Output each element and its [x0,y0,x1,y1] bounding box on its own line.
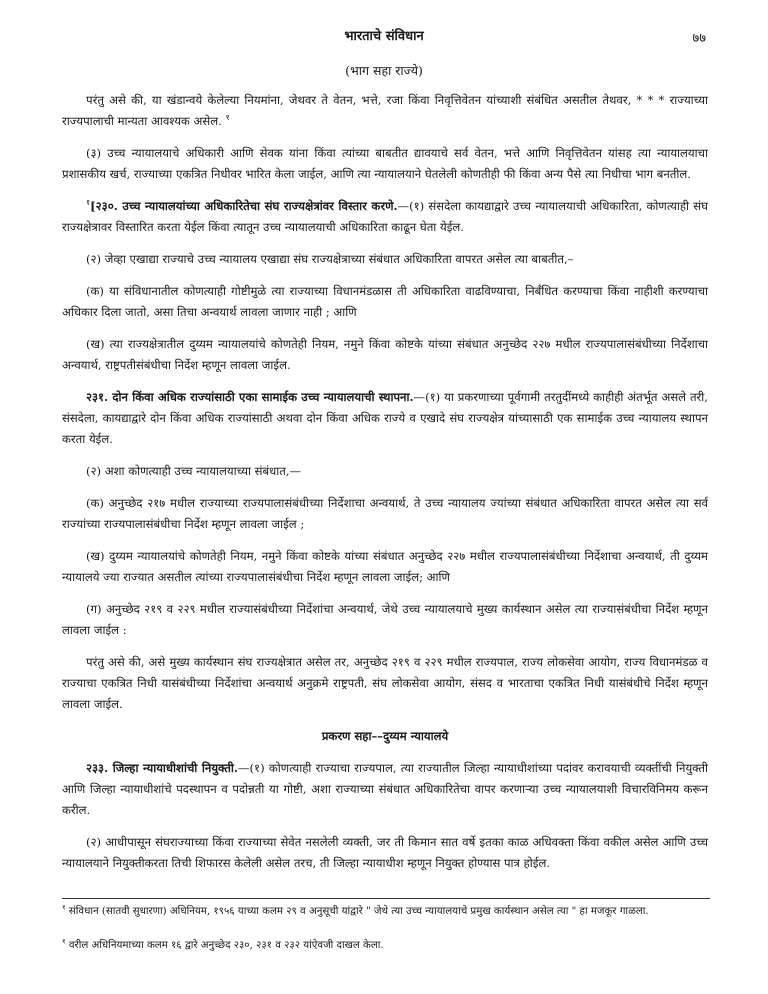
footnote-text: वरील अधिनियमाच्या कलम १६ द्वारे अनुच्छेद २३०, २३१ व २३२ यांऐवजी दाखल केला. [68,940,384,951]
article-231-heading: २३१. दोन किंवा अधिक राज्यांसाठी एका सामाईक उच्च न्यायालयाची स्थापना. [86,390,414,404]
paragraph-text: परंतु असे की, या खंडान्वये केलेल्या नियमांना, जेथवर ते वेतन, भत्ते, रजा किंवा निवृत्तिवेतन यांच्याशी संबंधित असतील तेथवर, * * * राज्याच्या राज्यपालाची मान्यता आवश्यक असेल. [62,93,708,128]
footnote-divider [62,898,710,899]
running-header-title: भारताचे संविधान [344,29,424,44]
part-label: (भाग सहा राज्ये) [345,63,423,78]
article-233 [62,758,708,821]
clause-3: (३) उच्च न्यायालयाचे अधिकारी आणि सेवक यांना किंवा त्यांच्या बाबतीत द्यावयाचे सर्व वेतन, भत्ते आणि निवृत्तिवेतन यांसह त्या न्यायालयाचा प्रशासकीय खर्च, राज्याच्या एकत्रित निधीवर भारित केला जाईल, आणि त्या न्यायालयाने घेतलेली कोणतीही फी किंवा अन्य पैसे त्या निधीचा भाग बनतील. [62,146,708,181]
article-230-subclause-a: (क) या संविधानातील कोणत्याही गोष्टीमुळे त्या राज्याच्या विधानमंडळास ती अधिकारिता वाढविण्याचा, निर्बंधित करण्याचा किंवा नाहीशी करण्याचा अधिकार दिला जातो, असा तिचा अन्वयार्थ लावला जाणार नाही ; आणि [62,284,708,319]
chapter-heading: प्रकरण सहा––दुय्यम न्यायालये [321,729,449,743]
article-231-subclause-b: (ख) दुय्यम न्यायालयांचे कोणतेही नियम, नमुने किंवा कोष्टके यांच्या संबंधात अनुच्छेद २२७ मधील राज्यपालासंबंधीच्या निर्देशाचा अन्वयार्थ, ती दुय्यम न्यायालये ज्या राज्यात असतील त्यांच्या राज्यपालासंबंधीचा निर्देश म्हणून लावला जाईल; आणि [62,549,708,584]
article-230 [62,196,708,238]
footnote-marker: १ [62,903,66,912]
footnote-1 [62,904,708,919]
footnote-marker: १ [225,113,230,123]
article-230-text: —(१) संसदेला कायद्याद्वारे उच्च न्यायालयाची अधिकारिता, कोणत्याही संघ राज्यक्षेत्रावर विस्तारित करता येईल किंवा त्यातून उच्च न्यायालयाची अधिकारिता काढून घेता येईल. [62,199,708,234]
article-230-subclause-b: (ख) त्या राज्यक्षेत्रातील दुय्यम न्यायालयांचे कोणतेही नियम, नमुने किंवा कोष्टके यांच्या संबंधात अनुच्छेद २२७ मधील राज्यपालासंबंधीच्या निर्देशाचा अन्वयार्थ, राष्ट्रपतीसंबंधीचा निर्देश म्हणून लावला जाईल. [62,337,708,372]
footnote-marker: १ [86,198,91,208]
body-text [62,90,708,885]
article-231-text: —(१) या प्रकरणाच्या पूर्वगामी तरतुदींमध्ये काहीही अंतर्भूत असले तरी, संसदेला, कायद्याद्वारे दोन किंवा अधिक राज्यांसाठी अथवा दोन किंवा अधिक राज्ये व एखादे संघ राज्यक्षेत्र यांच्यासाठी एक सामाईक उच्च न्यायालय स्थापन करता येईल. [62,390,708,446]
article-230-heading: [२३०. उच्च न्यायालयांच्या अधिकारितेचा संघ राज्यक्षेत्रांवर विस्तार करणे. [90,199,398,213]
article-230-clause-2: (२) जेव्हा एखाद्या राज्याचे उच्च न्यायालय एखाद्या संघ राज्यक्षेत्राच्या संबंधात अधिकारिता वापरत असेल त्या बाबतीत,– [86,252,574,266]
footnote-2 [62,938,708,953]
article-233-text: —(१) कोणत्याही राज्याचा राज्यपाल, त्या राज्यातील जिल्हा न्यायाधीशांच्या पदांवर करावयाची व्यक्तींची नियुक्ती आणि जिल्हा न्यायाधीशांचे पदस्थापन व पदोन्नती या गोष्टी, अशा राज्याच्या संबंधात अधिकारितेचा वापर करणाऱ्या उच्च न्यायालयाशी विचारविनिमय करून करील. [62,761,708,817]
article-231-subclause-c: (ग) अनुच्छेद २१९ व २२९ मधील राज्यासंबंधीच्या निर्देशांचा अन्वयार्थ, जेथे उच्च न्यायालयाचे मुख्य कार्यस्थान असेल त्या राज्यासंबंधीचा निर्देश म्हणून लावला जाईल : [62,602,708,637]
article-231 [62,387,708,450]
article-231-proviso: परंतु असे की, असे मुख्य कार्यस्थान संघ राज्यक्षेत्रात असेल तर, अनुच्छेद २१९ व २२९ मधील राज्यपाल, राज्य लोकसेवा आयोग, राज्य विधानमंडळ व राज्याचा एकत्रित निधी यासंबंधीच्या निर्देशांचा अन्वयार्थ अनुक्रमे राष्ट्रपती, संघ लोकसेवा आयोग, संसद व भारताचा एकत्रित निधी यासंबंधीचे निर्देश म्हणून लावला जाईल. [62,655,708,711]
article-231-subclause-a: (क) अनुच्छेद २१७ मधील राज्याच्या राज्यपालासंबंधीच्या निर्देशाचा अन्वयार्थ, ते उच्च न्यायालय ज्यांच्या संबंधात अधिकारिता वापरत असेल त्या सर्व राज्यांच्या राज्यपालासंबंधीचा निर्देश म्हणून लावला जाईल ; [62,496,708,531]
article-233-heading: २३३. जिल्हा न्यायाधीशांची नियुक्ती. [86,761,238,775]
proviso-paragraph [62,90,708,132]
footnote-marker: १ [62,937,66,946]
article-233-clause-2: (२) आधीपासून संघराज्याच्या किंवा राज्याच्या सेवेत नसलेली व्यक्ती, जर ती किमान सात वर्षे इतका काळ अधिवक्ता किंवा वकील असेल आणि उच्च न्यायालयाने नियुक्तीकरता तिची शिफारस केलेली असेल तरच, ती जिल्हा न्यायाधीश म्हणून नियुक्त होण्यास पात्र होईल. [62,835,708,870]
footnote-text: संविधान (सातवी सुधारणा) अधिनियम, १९५६ याच्या कलम २९ व अनुसूची यांद्वारे " जेथे त्या उच्च न्यायालयाचे प्रमुख कार्यस्थान असेल त्या " हा मजकूर गाळला. [68,906,649,917]
article-231-clause-2: (२) अशा कोणत्याही उच्च न्यायालयाच्या संबंधात,— [86,464,302,478]
page-number: ७७ [692,31,706,46]
